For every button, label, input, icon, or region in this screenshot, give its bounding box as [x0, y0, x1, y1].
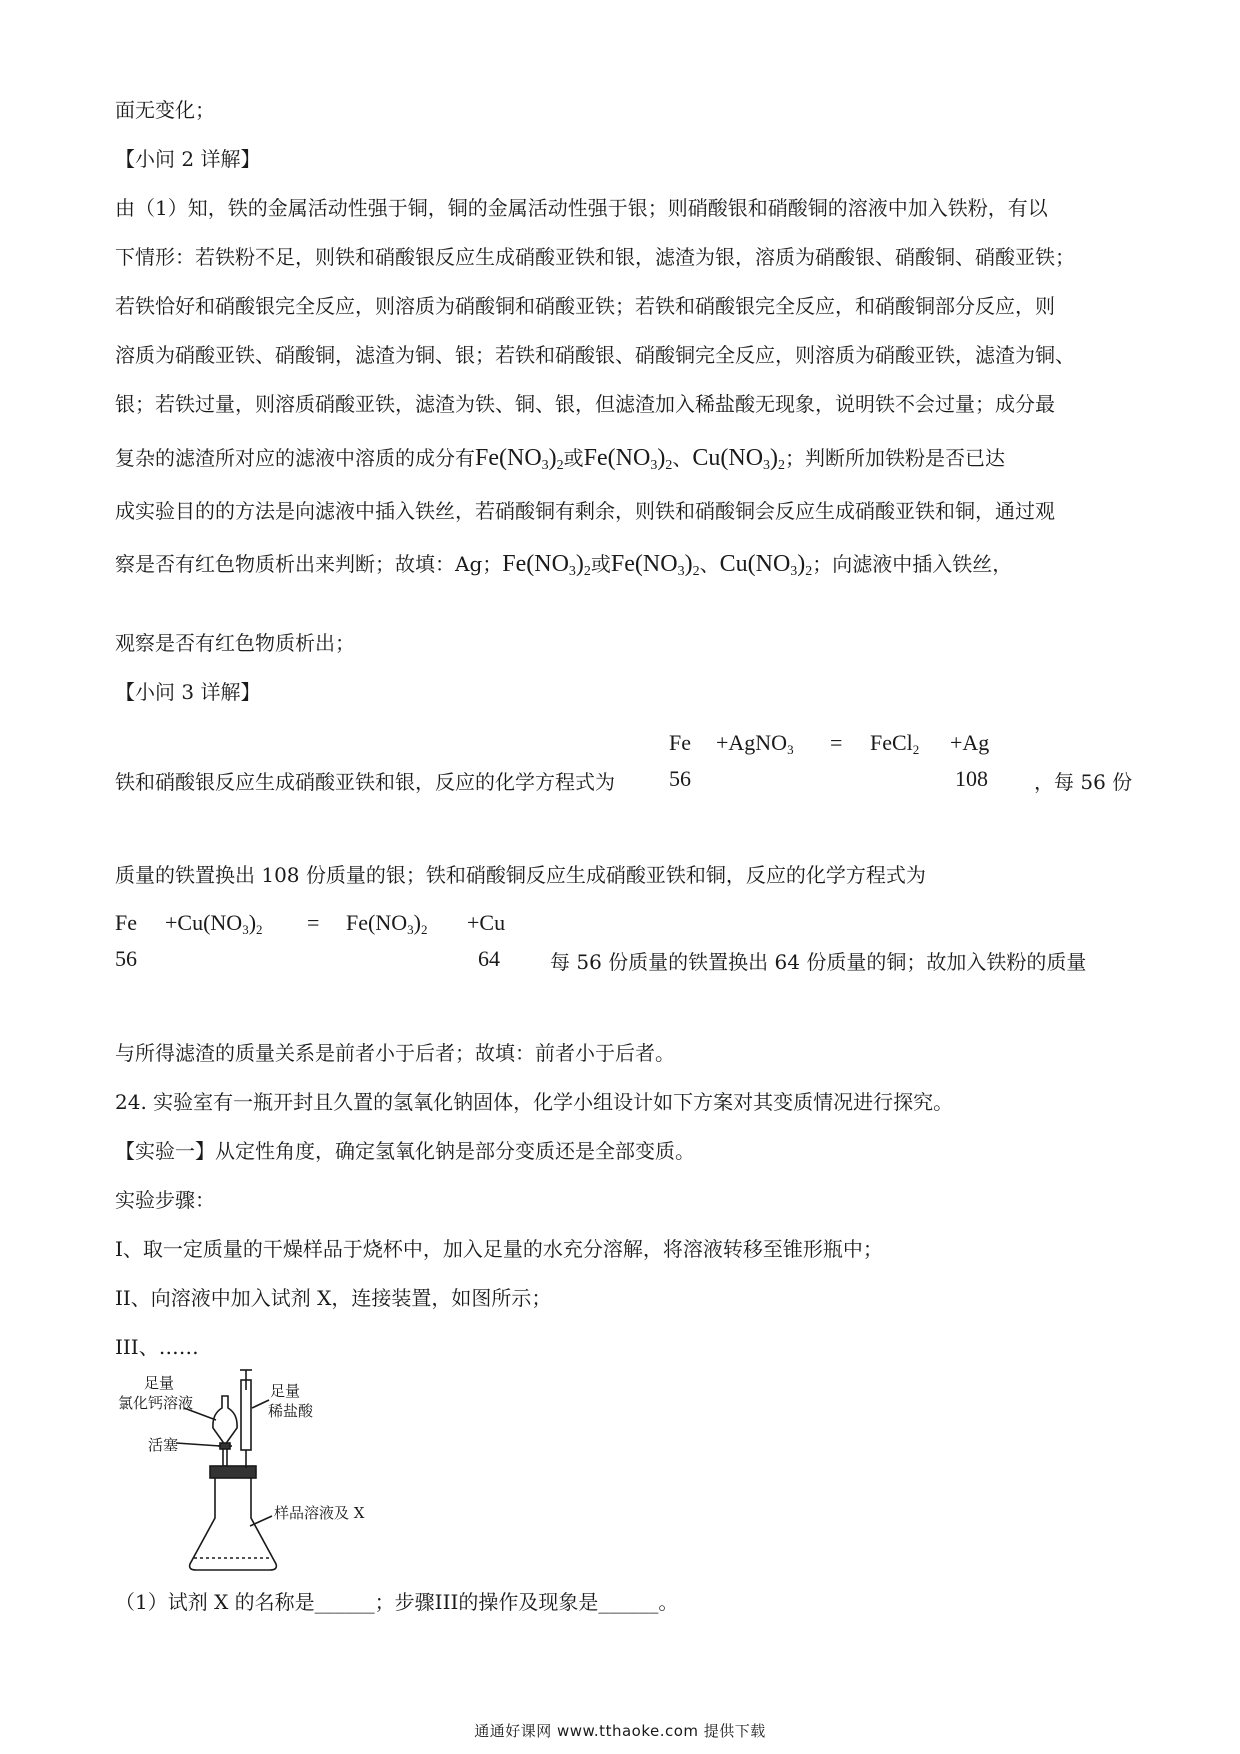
text-line: 【实验一】从定性角度，确定氢氧化钠是部分变质还是全部变质。 [115, 1139, 695, 1163]
text-fragment: ；向滤液中插入铁丝， [812, 552, 1013, 576]
equation-product-feno3: $Fe(NO_3)_2$ [346, 910, 428, 937]
text-line-with-formulas [115, 444, 1135, 480]
apparatus-diagram [112, 1368, 412, 1578]
page-footer: 通通好课网 www.tthaoke.com 提供下载 [474, 1722, 766, 1740]
equation-product-fecl2: FeCl$_2$ [870, 730, 920, 757]
text-line: 观察是否有红色物质析出； [115, 631, 355, 655]
equation-product-ag: +Ag [950, 730, 990, 755]
conical-flask [190, 1476, 277, 1570]
syringe-barrel [241, 1380, 251, 1450]
separatory-funnel [213, 1396, 237, 1466]
label-hcl-amount: 足量 [270, 1382, 301, 1400]
step-line: III、…… [115, 1335, 199, 1359]
equation-reactant-agno3: +AgNO$_3$ [716, 730, 794, 757]
text-fragment: 察是否有红色物质析出来判断；故填：Ag； [115, 552, 503, 576]
label-valve: 活塞 [148, 1436, 179, 1454]
equation-mass-fe: 56 [669, 766, 691, 791]
section-heading: 【小问 2 详解】 [115, 147, 261, 171]
formula-cu-no3-2: $Cu(NO_3)_2$ [719, 551, 813, 579]
text-fragment: 、 [672, 446, 693, 470]
text-line-with-formulas [115, 550, 1135, 586]
text-fragment: 或 [563, 446, 584, 470]
label-cacl2-solution: 氯化钙溶液 [118, 1394, 194, 1412]
text-line: 与所得滤渣的质量关系是前者小于后者；故填：前者小于后者。 [115, 1041, 675, 1065]
formula-fe-no3-2: $Fe(NO_3)_2$ [502, 551, 591, 579]
step-line: I、取一定质量的干燥样品于烧杯中，加入足量的水充分溶解，将溶液转移至锥形瓶中； [115, 1237, 883, 1261]
equation-mass-ag: 108 [955, 766, 988, 791]
formula-fe-no3-2: $Fe(NO_3)_2$ [583, 445, 673, 473]
formula-fe-no3-2: $Fe(NO_3)_2$ [475, 445, 564, 473]
text-line: 由（1）知，铁的金属活动性强于铜，铜的金属活动性强于银；则硝酸银和硝酸铜的溶液中加入铁粉，有以 [115, 196, 1048, 220]
equation-equals: = [307, 910, 320, 935]
text-line: 面无变化； [115, 98, 215, 122]
equation-reactant-fe: Fe [115, 910, 137, 935]
text-line: 银；若铁过量，则溶质硝酸亚铁，滤渣为铁、铜、银，但滤渣加入稀盐酸无现象，说明铁不会过量；成分最 [115, 392, 1055, 416]
stopcock [220, 1443, 230, 1449]
text-line: 铁和硝酸银反应生成硝酸亚铁和银，反应的化学方程式为 [115, 770, 615, 794]
section-heading: 【小问 3 详解】 [115, 680, 261, 704]
text-line: 质量的铁置换出 108 份质量的银；铁和硝酸铜反应生成硝酸亚铁和铜，反应的化学方程式为 [115, 863, 926, 887]
text-fragment: ；判断所加铁粉是否已达 [785, 446, 1006, 470]
text-line: 溶质为硝酸亚铁、硝酸铜，滤渣为铜、银；若铁和硝酸银、硝酸铜完全反应，则溶质为硝酸亚铁，滤渣为铜、 [115, 343, 1075, 367]
text-line: 实验步骤： [115, 1188, 215, 1212]
text-fragment: ，每 56 份 [1034, 770, 1133, 794]
formula-fe-no3-2: $Fe(NO_3)_2$ [610, 551, 700, 579]
equation-mass-fe: 56 [115, 946, 137, 971]
text-fragment: 复杂的滤渣所对应的滤液中溶质的成分有 [115, 446, 475, 470]
stopper [210, 1466, 256, 1478]
text-line: 下情形：若铁粉不足，则铁和硝酸银反应生成硝酸亚铁和银，滤渣为银，溶质为硝酸银、硝酸铜、硝酸亚铁； [115, 245, 1075, 269]
formula-cu-no3-2: $Cu(NO_3)_2$ [692, 445, 786, 473]
equation-mass-cu: 64 [478, 946, 500, 971]
step-line: II、向溶液中加入试剂 X，连接装置，如图所示； [115, 1286, 552, 1310]
question-stem: 24. 实验室有一瓶开封且久置的氢氧化钠固体，化学小组设计如下方案对其变质情况进行探究。 [115, 1090, 954, 1114]
label-cacl2-amount: 足量 [144, 1374, 175, 1392]
equation-reactant-cuno3: $+Cu(NO_3)_2$ [165, 910, 263, 937]
text-fragment: 、 [699, 552, 720, 576]
label-sample-solution: 样品溶液及 X [274, 1504, 365, 1522]
equation-reactant-fe: Fe [669, 730, 691, 755]
sub-question: （1）试剂 X 的名称是______；步骤III的操作及现象是______。 [115, 1590, 679, 1614]
text-line: 若铁恰好和硝酸银完全反应，则溶质为硝酸铜和硝酸亚铁；若铁和硝酸银完全反应，和硝酸铜部分反应，则 [115, 294, 1055, 318]
text-line: 成实验目的的方法是向滤液中插入铁丝，若硝酸铜有剩余，则铁和硝酸铜会反应生成硝酸亚铁和铜，通过观 [115, 499, 1055, 523]
text-fragment: 每 56 份质量的铁置换出 64 份质量的铜；故加入铁粉的质量 [550, 950, 1087, 974]
equation-equals: = [830, 730, 843, 755]
text-fragment: 或 [590, 552, 611, 576]
label-hcl: 稀盐酸 [268, 1402, 314, 1420]
equation-product-cu: +Cu [467, 910, 506, 935]
